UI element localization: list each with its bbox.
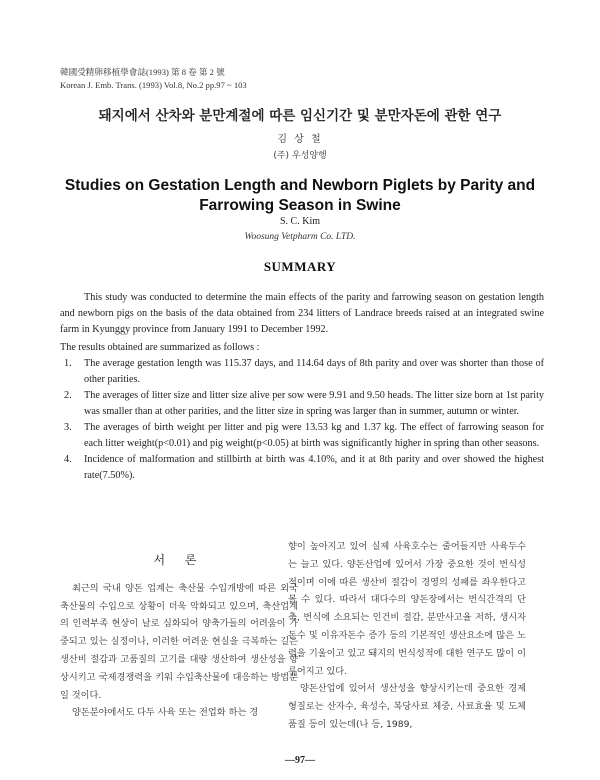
summary-lead: The results obtained are summarized as follows : [60, 342, 260, 353]
summary-result-text: The averages of birth weight per litter and pig were 13.53 kg and 1.37 kg. The effect of farrowing season for each litter weight(p<0.01) and pig weight(p<0.05) at birth was significantly higher in spring than other seasons. [84, 422, 544, 449]
korean-title: 돼지에서 산차와 분만계절에 따른 임신기간 및 분만자돈에 관한 연구 [98, 108, 502, 124]
summary-result-number: 2. [64, 390, 72, 401]
summary-results-list [60, 356, 544, 484]
introduction-paragraph: 양돈분야에서도 다두 사육 또는 전업화 하는 경 [72, 707, 259, 719]
summary-result-number: 4. [64, 454, 72, 465]
summary-result-item [60, 452, 544, 484]
summary-result-item [60, 356, 544, 388]
english-affiliation: Woosung Vetpharm Co. LTD. [244, 232, 356, 242]
english-author: S. C. Kim [279, 216, 320, 227]
journal-citation-english: Korean J. Emb. Trans. (1993) Vol.8, No.2 pp.97 ~ 103 [60, 80, 247, 90]
summary-heading: SUMMARY [263, 259, 337, 274]
page-number: —97— [285, 755, 315, 766]
summary-result-item [60, 388, 544, 420]
summary-body [60, 290, 544, 484]
summary-result-text: Incidence of malformation and stillbirth at birth was 4.10%, and it at 8th parity and over showed the highest rate(7.50%). [84, 454, 544, 481]
summary-intro: This study was conducted to determine the main effects of the parity and farrowing season on gestation length and newborn pigs on the basis of the data obtained from 234 litters of Landrace breeds raised at an integrated swine farm in Kyunggy province from January 1991 to December 1992. [60, 292, 544, 335]
korean-author: 김 상 철 [277, 134, 323, 145]
journal-citation [60, 66, 247, 92]
introduction-paragraph: 양돈산업에 있어서 생산성을 향상시키는데 중요한 경제형질로는 산자수, 육성수, 복당사료 체중, 사료효율 및 도체품질 등이 있는데(나 등, 1989, [288, 683, 526, 730]
introduction-paragraph: 최근의 국내 양돈 업계는 축산물 수입개방에 따른 외국 축산물의 수입으로 상황이 더욱 악화되고 있으며, 축산업계의 인력부족 현상이 날로 심화되어 양축가들의 어려움이 가중되고 있는 실정이나, 이러한 어려운 현실을 극복하는 길은 생산비 절감과 고품질의 고기를 대량 생산하여 생산성을 향상시키고 국제경쟁력을 키워 수입축산물에 대응하는 방법뿐일 것이다. [60, 582, 298, 701]
korean-affiliation: (주) 우성양행 [273, 151, 327, 161]
body-column-left [60, 540, 298, 722]
summary-result-text: The average gestation length was 115.37 days, and 114.64 days of 8th parity and over was shorter than those of other parities. [84, 358, 544, 385]
summary-result-number: 3. [64, 422, 72, 433]
introduction-heading: 서 론 [153, 553, 205, 567]
summary-result-text: The averages of litter size and litter size alive per sow were 9.91 and 9.50 heads. The litter size born at 1st parity was smaller than at other parities, and the litter size in spring was larger than in summer, autumn or winter. [84, 390, 544, 417]
introduction-paragraph: 향이 높아지고 있어 실제 사육호수는 줄어들지만 사육두수는 늘고 있다. 양돈산업에 있어서 가장 중요한 것이 번식성적이며 이에 따른 생산비 절감이 경영의 성패를 좌우한다고 볼 수 있다. 따라서 대다수의 양돈장에서는 번식간격의 단축, 번식에 소요되는 인건비 절감, 분만사고율 저하, 생시자돈수 및 이유자돈수 증가 등의 기본적인 생산요소에 많은 노력을 기울이고 있고 돼지의 번식성적에 대한 연구도 많이 이루어지고 있다. [288, 541, 526, 677]
journal-citation-korean: 韓國受精卵移植學會誌(1993) 第 8 卷 第 2 號 [60, 67, 225, 77]
summary-result-number: 1. [64, 358, 72, 369]
summary-result-item [60, 420, 544, 452]
english-title: Studies on Gestation Length and Newborn Piglets by Parity and Farrowing Season in Swine [64, 177, 536, 214]
body-column-right [288, 538, 526, 734]
